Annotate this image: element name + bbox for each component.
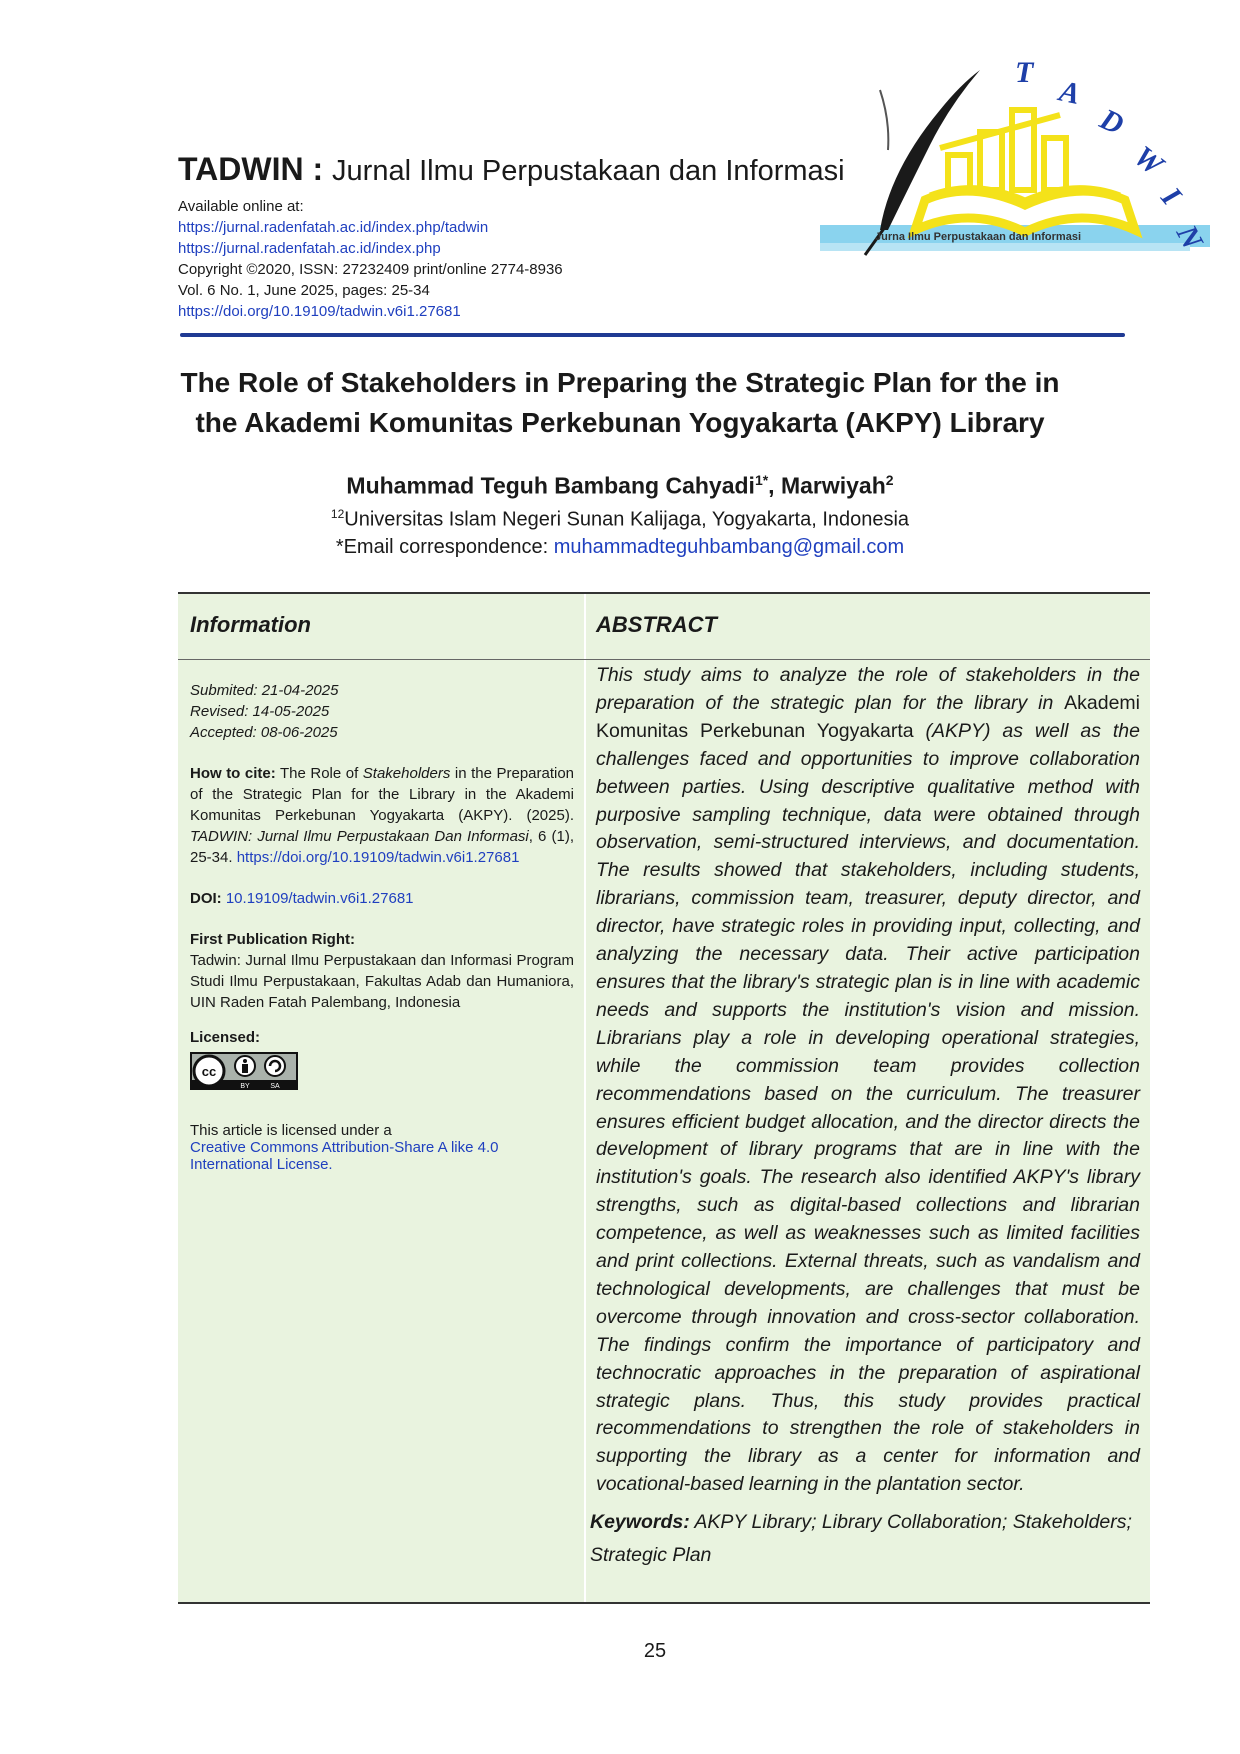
journal-separator: :	[303, 151, 333, 187]
header-divider	[180, 333, 1125, 337]
logo-tagline: Jurna Ilmu Perpustakaan dan Informasi	[875, 231, 1082, 243]
keywords: Keywords: AKPY Library; Library Collaboration; Stakeholders; Strategic Plan	[590, 1511, 1132, 1566]
volume-line: Vol. 6 No. 1, June 2025, pages: 25-34	[178, 282, 430, 299]
portal-url-link[interactable]: https://jurnal.radenfatah.ac.id/index.php	[178, 240, 441, 257]
email-link[interactable]: muhammadteguhbambang@gmail.com	[553, 536, 905, 558]
journal-title	[178, 150, 878, 190]
svg-text:BY: BY	[240, 1083, 250, 1090]
abstract-text: This study aims to analyze the role of stakeholders in the preparation of the strategic plan for the library in Akademi Komunitas Perkebunan Yogyakarta (AKPY) as well as the challenges faced and opportunities to improve collaboration between parties. Using descriptive qualitative method with purposive sampling technique, data were obtained through observation, semi-structured interviews, and documentation. The results showed that stakeholders, including students, librarians, commission team, treasurer, deputy director, and director, have strategic roles in providing input, collecting, and analyzing the necessary data. Their active participation ensures that the library's strategic plan is in line with academic needs and supports the institution's vision and mission. Librarians play a role in developing operational strategies, while the commission team provides collection recommendations based on the curriculum. The treasurer ensures efficient budget allocation, and the director directs the development of library programs that are in line with the institution's goals. The research also identified AKPY's library strengths, such as digital-based collections and librarian competence, as well as weaknesses such as limited facilities and print collections. External threats, such as vandalism and technological developments, are challenges that must be overcome through innovation and cross-sector collaboration. The findings confirm the importance of participatory and technocratic approaches in the preparation of aspirational strategic plans. Thus, this study provides practical recommendations to strengthen the role of stakeholders in supporting the library as a center for information and vocational-based learning in the plantation sector.	[596, 664, 1140, 1496]
info-abstract-table	[178, 592, 1150, 1604]
journal-meta	[178, 196, 878, 322]
svg-text:A: A	[1056, 74, 1083, 112]
how-to-cite: How to cite: The Role of Stakeholders in the Preparation of the Strategic Plan for the Library in the Akademi Komunitas Perkebunan Yogyakarta (AKPY). (2025). TADWIN: Jurnal Ilmu Perpustakaan Dan Informasi, 6 (1), 25-34. https://doi.org/10.19109/tadwin.v6i1.27681	[190, 765, 575, 866]
license-statement: This article is licensed under a Creative Commons Attribution-Share A like 4.0 International License.	[190, 1122, 499, 1173]
svg-text:W: W	[1127, 139, 1170, 182]
available-label: Available online at:	[178, 198, 304, 215]
information-heading: Information	[190, 612, 311, 637]
license-block: Licensed: cc BY SA	[190, 1027, 574, 1096]
svg-text:cc: cc	[201, 1064, 217, 1079]
article-title: The Role of Stakeholders in Preparing the Strategic Plan for the in the Akademi Komunitas Perkebunan Yogyakarta (AKPY) Library	[180, 367, 1060, 438]
journal-subtitle: Jurnal Ilmu Perpustakaan dan Informasi	[332, 155, 845, 187]
license-link[interactable]: Creative Commons Attribution-Share A like 4.0 International License.	[190, 1139, 499, 1173]
svg-text:T: T	[1015, 60, 1034, 89]
page-number: 25	[643, 1640, 667, 1662]
author-2: Marwiyah	[780, 472, 886, 499]
author-1: Muhammad Teguh Bambang Cahyadi	[346, 472, 755, 499]
doi-url-link[interactable]: https://doi.org/10.19109/tadwin.v6i1.27681	[178, 303, 461, 320]
abstract-heading: ABSTRACT	[596, 612, 717, 637]
svg-text:I: I	[1154, 181, 1188, 212]
journal-url-link[interactable]: https://jurnal.radenfatah.ac.id/index.php/tadwin	[178, 219, 489, 236]
doi-link[interactable]: 10.19109/tadwin.v6i1.27681	[225, 890, 414, 907]
article-dates: Submited: 21-04-2025 Revised: 14-05-2025 Accepted: 08-06-2025	[190, 682, 339, 741]
journal-name: TADWIN	[178, 151, 304, 187]
quill-icon	[880, 70, 980, 230]
cc-by-sa-badge[interactable]	[190, 1052, 298, 1090]
copyright-line: Copyright ©2020, ISSN: 27232409 print/online 2774-8936	[178, 261, 563, 278]
correspondence-email: *Email correspondence: muhammadteguhbambang@gmail.com	[335, 536, 905, 558]
svg-text:N: N	[1169, 219, 1210, 255]
publication-right: First Publication Right: Tadwin: Jurnal Ilmu Perpustakaan dan Informasi Program Studi Ilmu Perpustakaan, Fakultas Adab dan Humaniora, UIN Raden Fatah Palembang, Indonesia	[190, 931, 574, 1011]
svg-text:D: D	[1095, 102, 1129, 142]
journal-header	[178, 150, 878, 322]
cite-doi-link[interactable]: https://doi.org/10.19109/tadwin.v6i1.27681	[236, 849, 520, 866]
doi-line: DOI: 10.19109/tadwin.v6i1.27681	[190, 890, 414, 907]
bar-chart-icon	[940, 110, 1066, 190]
affiliation: $^{12}$Universitas Islam Negeri Sunan Kalijaga, Yogyakarta, Indonesia	[330, 507, 910, 531]
author-list: Muhammad Teguh Bambang Cahyadi$^{1*}$, Marwiyah$^2$	[346, 472, 894, 499]
tadwin-logo	[820, 60, 1220, 285]
svg-text:SA: SA	[270, 1083, 280, 1090]
information-column	[190, 680, 574, 1173]
sa-icon	[265, 1056, 285, 1076]
